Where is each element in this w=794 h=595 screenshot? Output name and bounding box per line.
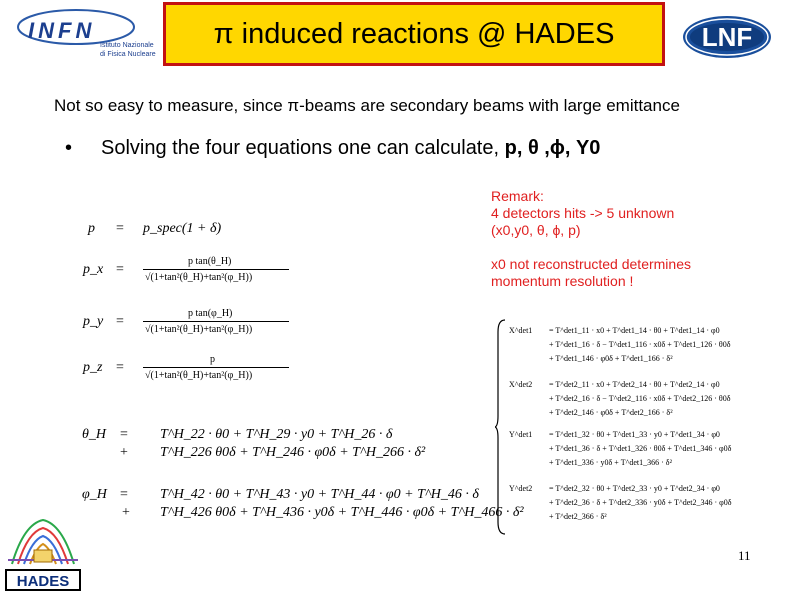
matrix-row: + T^det1_336 · y0δ + T^det1_366 · δ² — [549, 458, 672, 467]
remark-line: x0 not reconstructed determines — [491, 256, 691, 272]
eq-p-op: = — [116, 221, 124, 236]
eq-px-denominator: √(1+tan²(θ_H)+tan²(φ_H)) — [145, 272, 253, 283]
eq-py-op: = — [116, 314, 124, 329]
eq-py-numerator: p tan(φ_H) — [188, 308, 233, 319]
matrix-row: + T^det1_146 · φ0δ + T^det1_166 · δ² — [549, 354, 673, 363]
eq-theta-line1: T^H_22 · θ0 + T^H_29 · y0 + T^H_26 · δ — [160, 427, 393, 442]
eq-px-fraction-bar — [143, 269, 289, 270]
matrix-row: = T^det2_32 · θ0 + T^det2_33 · y0 + T^det2_34 · φ0 — [549, 484, 720, 493]
infn-logo — [14, 5, 156, 63]
hades-logo — [4, 514, 82, 592]
bullet-text: Solving the four equations one can calculate, — [101, 137, 500, 159]
eq-p-lhs: p — [88, 221, 95, 236]
infn-logo-subtext-1: Istituto Nazionale — [100, 42, 154, 49]
matrix-row: = T^det2_11 · x0 + T^det2_14 · θ0 + T^det2_14 · φ0 — [549, 380, 720, 389]
remark-line: momentum resolution ! — [491, 273, 634, 289]
transfer-matrix-panel — [495, 318, 751, 536]
eq-py-denominator: √(1+tan²(θ_H)+tan²(φ_H)) — [145, 324, 253, 335]
eq-pz-lhs: p_z — [83, 360, 103, 375]
bullet-line — [101, 137, 600, 160]
subtitle-text: Not so easy to measure, since π-beams are secondary beams with large emittance — [54, 96, 680, 115]
lnf-logo — [681, 14, 773, 60]
eq-theta-line2: T^H_226 θ0δ + T^H_246 · φ0δ + T^H_266 · δ² — [160, 445, 426, 460]
eq-pz-numerator: p — [210, 354, 215, 365]
matrix-row: + T^det2_146 · φ0δ + T^det2_166 · δ² — [549, 408, 673, 417]
eq-phi-line1: T^H_42 · θ0 + T^H_43 · y0 + T^H_44 · φ0 + T^H_46 · δ — [160, 487, 479, 502]
title-banner — [163, 2, 665, 66]
matrix-row: + T^det2_366 · δ² — [549, 512, 607, 521]
matrix-label: X^det2 — [509, 380, 533, 389]
matrix-row: = T^det1_11 · x0 + T^det1_14 · θ0 + T^det1_14 · φ0 — [549, 326, 720, 335]
remark-line: 4 detectors hits -> 5 unknown — [491, 205, 675, 221]
matrix-row: = T^det1_32 · θ0 + T^det1_33 · y0 + T^det1_34 · φ0 — [549, 430, 720, 439]
infn-logo-subtext-2: di Fisica Nucleare — [100, 51, 156, 58]
left-brace-icon — [495, 318, 507, 536]
eq-phi-line2: T^H_426 θ0δ + T^H_436 · y0δ + T^H_446 · φ0δ + T^H_466 · δ² — [160, 505, 524, 520]
eq-pz-denominator: √(1+tan²(θ_H)+tan²(φ_H)) — [145, 370, 253, 381]
eq-phi-lhs: φ_H — [82, 487, 107, 502]
matrix-row: + T^det2_16 · δ − T^det2_116 · x0δ + T^det2_126 · θ0δ — [549, 394, 731, 403]
remark-block — [491, 188, 691, 290]
remark-line: Remark: — [491, 188, 544, 204]
eq-pz-op: = — [116, 360, 124, 375]
bullet-icon: • — [65, 137, 73, 159]
remark-line: (x0,y0, θ, ϕ, p) — [491, 222, 581, 238]
eq-px-numerator: p tan(θ_H) — [188, 256, 232, 267]
bullet-variables: p, θ ,ϕ, Y0 — [504, 137, 601, 159]
eq-p-rhs: p_spec(1 + δ) — [143, 221, 222, 236]
lnf-logo-text: LNF — [701, 22, 753, 52]
eq-theta-lhs: θ_H — [82, 427, 106, 442]
eq-theta-op: = — [120, 427, 128, 442]
matrix-row: + T^det2_36 · δ + T^det2_336 · y0δ + T^det2_346 · φ0δ — [549, 498, 732, 507]
infn-logo-text: INFN — [28, 18, 96, 43]
matrix-row: + T^det1_16 · δ − T^det1_116 · x0δ + T^det1_126 · θ0δ — [549, 340, 731, 349]
matrix-label: Y^det2 — [509, 484, 533, 493]
matrix-row: + T^det1_36 · δ + T^det1_326 · θ0δ + T^det1_346 · φ0δ — [549, 444, 732, 453]
page-number: 11 — [738, 548, 751, 563]
eq-phi-op: = — [120, 487, 128, 502]
eq-phi-op2: + — [122, 505, 130, 520]
hades-logo-text: HADES — [16, 573, 70, 590]
eq-pz-fraction-bar — [143, 367, 289, 368]
remark-line — [491, 239, 691, 256]
eq-px-op: = — [116, 262, 124, 277]
eq-px-lhs: p_x — [83, 262, 104, 277]
matrix-label: X^det1 — [509, 326, 533, 335]
eq-theta-op2: + — [120, 445, 128, 460]
eq-py-lhs: p_y — [83, 314, 104, 329]
slide-title: π induced reactions @ HADES — [213, 17, 615, 50]
eq-py-fraction-bar — [143, 321, 289, 322]
matrix-label: Y^det1 — [509, 430, 533, 439]
